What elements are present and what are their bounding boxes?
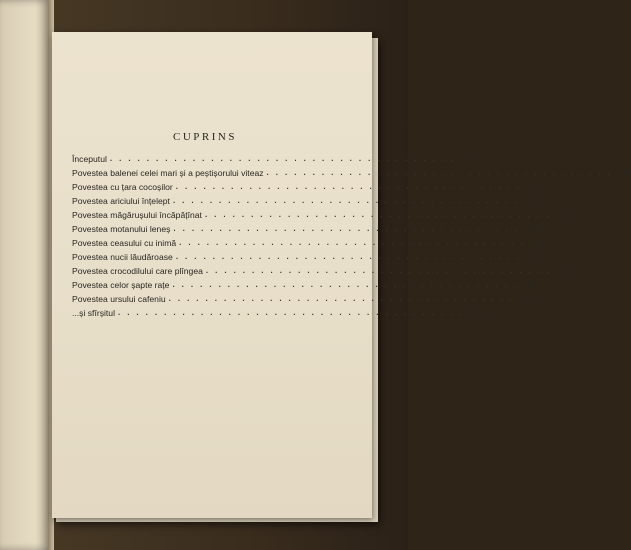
toc-entry <box>72 208 570 222</box>
toc-entry <box>72 180 541 194</box>
toc-leader-dots: ...................................... <box>179 238 530 247</box>
toc-entry-page: 9 <box>626 168 631 178</box>
toc-entry <box>72 194 538 208</box>
toc-entry-page: 57 <box>561 266 571 276</box>
toc-title: CUPRINS <box>173 131 237 143</box>
toc-leader-dots: ...................................... <box>117 308 469 317</box>
toc-entry <box>72 292 534 306</box>
toc-leader-dots: ...................................... <box>175 182 527 191</box>
toc-entry <box>72 306 483 320</box>
toc-entry-label: Povestea crocodilului care plîngea <box>72 266 203 276</box>
toc-entry <box>72 222 538 236</box>
toc-entry-label: Povestea ceasului cu inimă <box>72 238 177 248</box>
toc-leader-dots: ...................................... <box>175 252 527 261</box>
toc-entry-page: 45 <box>534 238 544 248</box>
toc-entry-label: ...și sfîrșitul <box>72 308 115 318</box>
toc-entry-label: Povestea ursului cafeniu <box>72 294 166 304</box>
toc-entry <box>72 236 544 250</box>
toc-leader-dots: ...................................... <box>266 168 618 177</box>
toc-entry-label: Povestea ariciului înțelept <box>72 196 170 206</box>
toc-entry-page: 38 <box>528 224 538 234</box>
toc-entry-page: 52 <box>531 252 541 262</box>
toc-entry-label: Povestea celor șapte rațe <box>72 280 170 290</box>
toc-entry <box>72 278 537 292</box>
toc-entry <box>72 152 475 166</box>
toc-list <box>72 152 631 320</box>
toc-leader-dots: ...................................... <box>205 266 557 275</box>
toc-leader-dots: ...................................... <box>168 294 520 303</box>
toc-entry-page: 33 <box>560 210 570 220</box>
toc-entry-label: Povestea nucii lăudăroase <box>72 252 173 262</box>
toc-entry-page: 62 <box>527 280 537 290</box>
toc-entry-page: 67 <box>524 294 534 304</box>
toc-entry-page: 25 <box>528 196 538 206</box>
toc-entry-label: Începutul <box>72 154 107 164</box>
toc-leader-dots: ...................................... <box>173 224 524 233</box>
toc-entry-page: 74 <box>473 308 483 318</box>
toc-leader-dots: ...................................... <box>109 154 461 163</box>
toc-entry <box>72 264 571 278</box>
toc-entry-label: Povestea motanului leneș <box>72 224 171 234</box>
toc-entry-label: Povestea balenei celei mari și a peștișorului viteaz <box>72 168 264 178</box>
toc-entry <box>72 250 541 264</box>
toc-entry-page: 17 <box>531 182 541 192</box>
left-page <box>0 0 50 550</box>
toc-leader-dots: ...................................... <box>172 196 524 205</box>
toc-entry-page: 5 <box>469 154 475 164</box>
toc-entry-label: Povestea cu țara cocoșilor <box>72 182 173 192</box>
toc-leader-dots: ...................................... <box>204 210 556 219</box>
toc-leader-dots: ...................................... <box>172 280 523 289</box>
toc-entry-label: Povestea măgărușului încăpățînat <box>72 210 202 220</box>
toc-entry <box>72 166 631 180</box>
